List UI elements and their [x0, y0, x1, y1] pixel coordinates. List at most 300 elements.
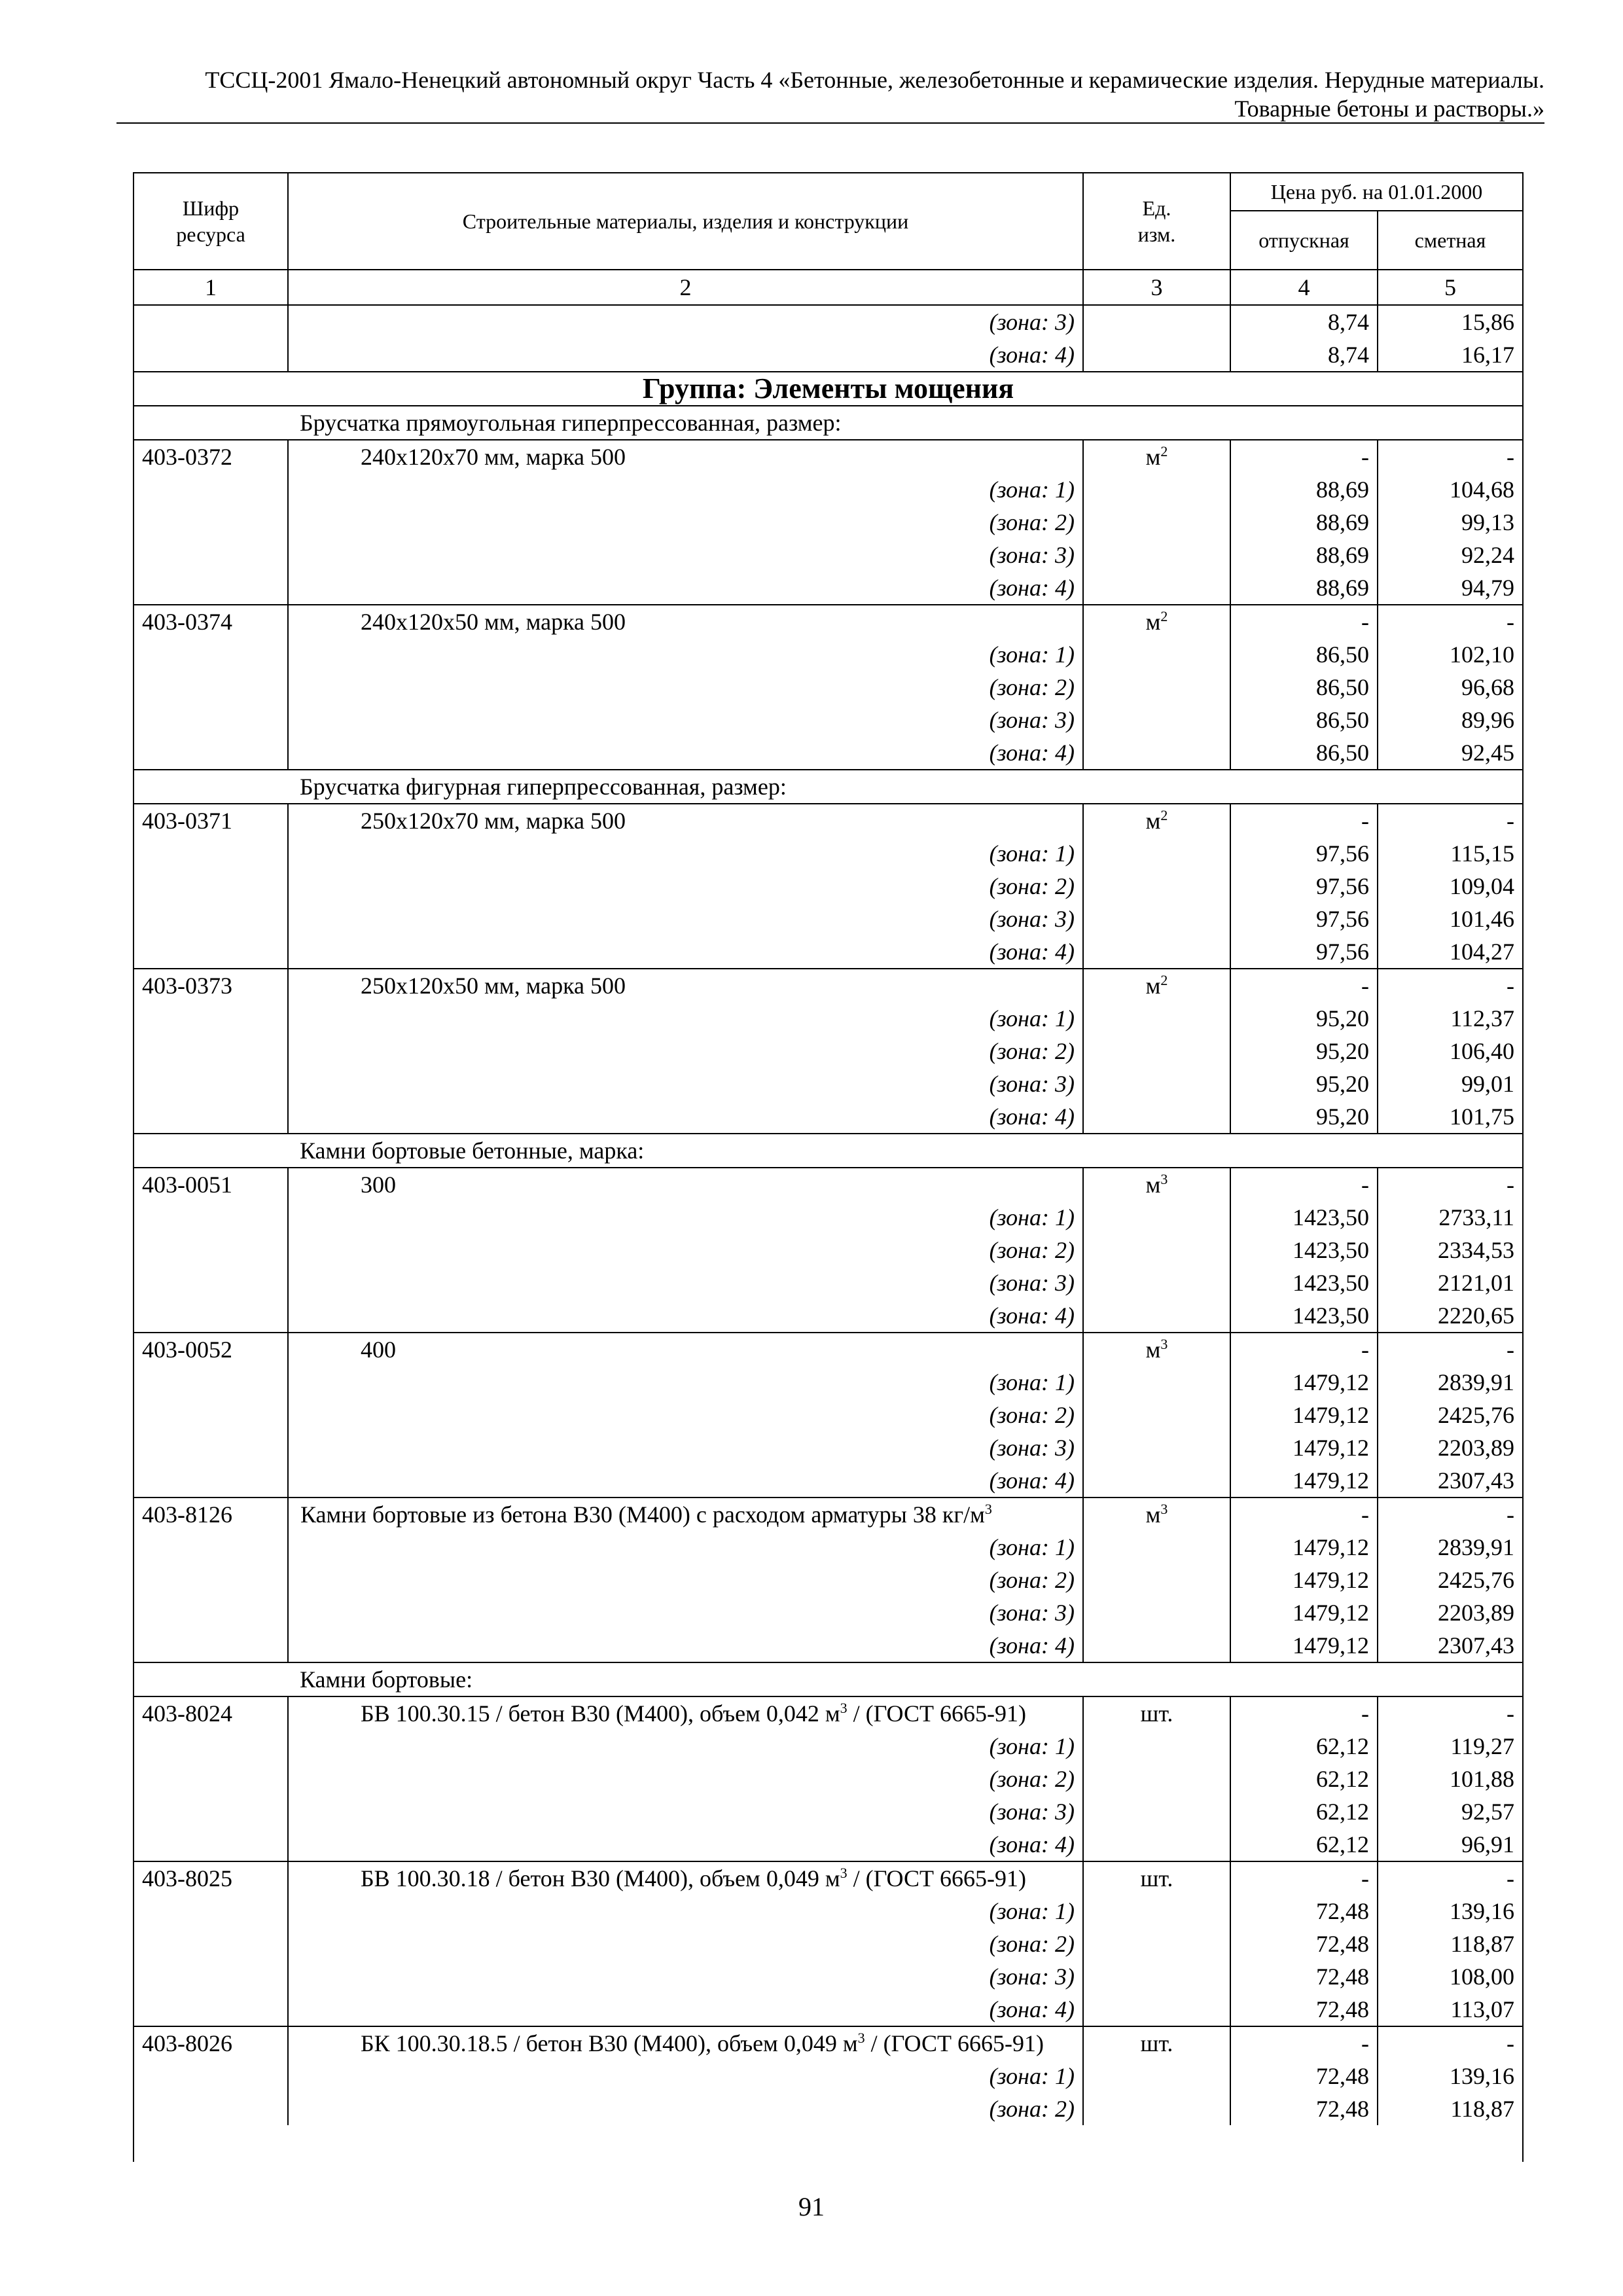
zone-label: (зона: 3)	[288, 1596, 1083, 1629]
col-unit-header-line2: изм.	[1137, 223, 1176, 246]
running-header	[118, 65, 1544, 123]
estimate-price: 96,91	[1461, 1831, 1514, 1857]
item-name-text: БВ 100.30.15 / бетон В30 (М400), объем 0,042 м	[361, 1700, 840, 1727]
item-name	[288, 440, 1083, 473]
item-row	[134, 804, 1522, 837]
unit-cell	[1083, 1629, 1230, 1662]
code-cell	[134, 1763, 288, 1795]
unit-text: шт.	[1140, 2030, 1173, 2056]
item-name-text: Камни бортовые из бетона В30 (М400) с расходом арматуры 38 кг/м	[300, 1501, 985, 1528]
release-price: -	[1230, 1861, 1378, 1895]
release-price: 1479,12	[1230, 1629, 1378, 1662]
estimate-price: 104,68	[1450, 476, 1514, 503]
section-title-row	[134, 406, 1522, 440]
unit-cell	[1083, 969, 1230, 1002]
unit-cell	[1083, 1861, 1230, 1895]
col-price-header: Цена руб. на 01.01.2000	[1230, 173, 1522, 211]
unit-cell	[1083, 1431, 1230, 1464]
item-row	[134, 1498, 1522, 1531]
code-cell	[134, 903, 288, 935]
zone-row	[134, 1399, 1522, 1431]
release-price: 88,69	[1230, 506, 1378, 539]
unit-cell	[1083, 1035, 1230, 1067]
item-name-text: БВ 100.30.18 / бетон В30 (М400), объем 0,049 м	[361, 1865, 840, 1892]
unit-sup: 2	[1160, 972, 1168, 988]
estimate-price: -	[1378, 804, 1522, 837]
item-name	[288, 1498, 1083, 1531]
code-cell	[134, 1629, 288, 1662]
unit-cell	[1083, 1002, 1230, 1035]
resource-code: 403-8026	[134, 2026, 288, 2060]
release-price: 86,50	[1230, 638, 1378, 671]
estimate-price: 2203,89	[1438, 1600, 1514, 1626]
zone-row	[134, 1299, 1522, 1333]
unit-cell	[1083, 1531, 1230, 1564]
unit-cell	[1083, 671, 1230, 704]
release-price: -	[1230, 804, 1378, 837]
zone-row	[134, 1234, 1522, 1266]
item-row	[134, 605, 1522, 638]
code-cell	[134, 1299, 288, 1333]
estimate-price: 89,96	[1461, 707, 1514, 733]
unit-text: м	[1145, 808, 1161, 834]
estimate-price: 2203,89	[1438, 1435, 1514, 1461]
release-price: -	[1230, 1168, 1378, 1201]
running-header-line1: ТССЦ-2001 Ямало-Ненецкий автономный округ Часть 4 «Бетонные, железобетонные и керамические изделия. Нерудные материалы.	[205, 67, 1544, 93]
release-price: 8,74	[1230, 305, 1378, 338]
zone-label: (зона: 1)	[288, 638, 1083, 671]
item-name-sup: 3	[984, 1501, 992, 1517]
zone-label: (зона: 3)	[288, 1067, 1083, 1100]
zone-row	[134, 338, 1522, 372]
unit-cell	[1083, 1696, 1230, 1730]
resource-code: 403-0051	[134, 1168, 288, 1201]
release-price: 1479,12	[1230, 1366, 1378, 1399]
code-cell	[134, 1828, 288, 1861]
zone-row	[134, 1035, 1522, 1067]
unit-text: м	[1145, 1501, 1161, 1528]
zone-label: (зона: 1)	[288, 837, 1083, 870]
section-spacer	[134, 770, 288, 804]
header-rule	[116, 122, 1544, 124]
unit-cell	[1083, 2092, 1230, 2125]
release-price: 72,48	[1230, 2092, 1378, 2125]
code-cell	[134, 837, 288, 870]
unit-cell	[1083, 1498, 1230, 1531]
unit-sup: 3	[1160, 1501, 1168, 1517]
section-title: Брусчатка прямоугольная гиперпрессованная, размер:	[288, 406, 1522, 440]
zone-label: (зона: 1)	[288, 1002, 1083, 1035]
unit-sup: 2	[1160, 807, 1168, 823]
release-price: 1479,12	[1230, 1464, 1378, 1498]
code-cell	[134, 1067, 288, 1100]
release-price: 97,56	[1230, 870, 1378, 903]
code-cell	[134, 1035, 288, 1067]
item-name	[288, 1333, 1083, 1366]
estimate-price: 15,86	[1461, 309, 1514, 335]
item-row	[134, 1333, 1522, 1366]
zone-label: (зона: 3)	[288, 1960, 1083, 1993]
release-price: 88,69	[1230, 539, 1378, 571]
col-number-1: 1	[134, 270, 288, 305]
unit-text: м	[1145, 973, 1161, 999]
unit-cell	[1083, 571, 1230, 605]
zone-label: (зона: 1)	[288, 1531, 1083, 1564]
col-unit-header-line1: Ед.	[1142, 196, 1171, 220]
zone-label: (зона: 1)	[288, 473, 1083, 506]
estimate-price: -	[1378, 1861, 1522, 1895]
estimate-price: 2839,91	[1438, 1534, 1514, 1560]
unit-sup: 2	[1160, 443, 1168, 459]
col-unit-header	[1083, 173, 1230, 270]
unit-cell	[1083, 804, 1230, 837]
release-price: 97,56	[1230, 903, 1378, 935]
zone-row	[134, 837, 1522, 870]
release-price: 88,69	[1230, 473, 1378, 506]
estimate-price: 99,01	[1461, 1071, 1514, 1097]
item-name-sup: 3	[840, 1700, 847, 1716]
item-name	[288, 1861, 1083, 1895]
estimate-price: 115,15	[1450, 840, 1514, 867]
estimate-price: 92,24	[1461, 542, 1514, 568]
zone-label: (зона: 1)	[288, 1366, 1083, 1399]
col-code-header	[134, 173, 288, 270]
zone-label: (зона: 2)	[288, 1763, 1083, 1795]
estimate-price: 104,27	[1450, 939, 1514, 965]
unit-cell	[1083, 338, 1230, 372]
code-cell	[134, 305, 288, 338]
resource-code: 403-0371	[134, 804, 288, 837]
unit-cell	[1083, 1464, 1230, 1498]
resource-code: 403-8126	[134, 1498, 288, 1531]
zone-row	[134, 671, 1522, 704]
item-name-sup: 3	[840, 1865, 847, 1881]
unit-cell	[1083, 1168, 1230, 1201]
unit-cell	[1083, 605, 1230, 638]
estimate-price: 112,37	[1450, 1005, 1514, 1031]
zone-row	[134, 305, 1522, 338]
release-price: 1479,12	[1230, 1399, 1378, 1431]
unit-cell	[1083, 1795, 1230, 1828]
unit-cell	[1083, 1201, 1230, 1234]
item-row	[134, 1168, 1522, 1201]
zone-label: (зона: 2)	[288, 1564, 1083, 1596]
unit-cell	[1083, 1564, 1230, 1596]
estimate-price: 139,16	[1450, 2063, 1514, 2089]
zone-row	[134, 2060, 1522, 2092]
release-price: 95,20	[1230, 1100, 1378, 1134]
unit-cell	[1083, 539, 1230, 571]
release-price: 86,50	[1230, 671, 1378, 704]
zone-row	[134, 736, 1522, 770]
zone-label: (зона: 4)	[288, 1629, 1083, 1662]
unit-cell	[1083, 1299, 1230, 1333]
price-table-frame	[133, 172, 1524, 2162]
release-price: 1479,12	[1230, 1431, 1378, 1464]
col-number-2: 2	[288, 270, 1083, 305]
zone-row	[134, 1730, 1522, 1763]
resource-code: 403-8025	[134, 1861, 288, 1895]
estimate-price: 118,87	[1450, 1931, 1514, 1957]
release-price: 88,69	[1230, 571, 1378, 605]
code-cell	[134, 539, 288, 571]
col-code-header-line2: ресурса	[176, 223, 245, 246]
release-price: 72,48	[1230, 2060, 1378, 2092]
item-name	[288, 1696, 1083, 1730]
release-price: 1423,50	[1230, 1201, 1378, 1234]
release-price: -	[1230, 969, 1378, 1002]
release-price: -	[1230, 440, 1378, 473]
zone-label: (зона: 4)	[288, 1464, 1083, 1498]
unit-cell	[1083, 1067, 1230, 1100]
estimate-price: 2334,53	[1438, 1237, 1514, 1263]
item-name	[288, 2026, 1083, 2060]
unit-sup: 2	[1160, 608, 1168, 624]
release-price: 62,12	[1230, 1795, 1378, 1828]
unit-cell	[1083, 1993, 1230, 2026]
code-cell	[134, 1266, 288, 1299]
estimate-price: 101,75	[1450, 1103, 1514, 1130]
group-row	[134, 372, 1522, 406]
estimate-price: 2307,43	[1438, 1632, 1514, 1659]
code-cell	[134, 506, 288, 539]
estimate-price: 139,16	[1450, 1898, 1514, 1924]
estimate-price: 118,87	[1450, 2096, 1514, 2122]
section-title: Брусчатка фигурная гиперпрессованная, размер:	[288, 770, 1522, 804]
unit-text: м	[1145, 1336, 1161, 1363]
zone-row	[134, 1960, 1522, 1993]
estimate-price: 101,46	[1450, 906, 1514, 932]
zone-label: (зона: 3)	[288, 1431, 1083, 1464]
section-spacer	[134, 1662, 288, 1696]
item-name-text: 250х120х50 мм, марка 500	[361, 973, 626, 999]
section-title-row	[134, 1134, 1522, 1168]
zone-label: (зона: 2)	[288, 2092, 1083, 2125]
item-name-tail: / (ГОСТ 6665-91)	[853, 1700, 1026, 1727]
code-cell	[134, 935, 288, 969]
zone-row	[134, 539, 1522, 571]
group-title: Группа: Элементы мощения	[134, 372, 1522, 406]
zone-label: (зона: 2)	[288, 1399, 1083, 1431]
release-price: 8,74	[1230, 338, 1378, 372]
item-name-tail: / (ГОСТ 6665-91)	[853, 1865, 1026, 1892]
zone-label: (зона: 3)	[288, 1795, 1083, 1828]
col-release-header: отпускная	[1230, 211, 1378, 270]
zone-row	[134, 638, 1522, 671]
code-cell	[134, 2092, 288, 2125]
zone-row	[134, 1629, 1522, 1662]
release-price: -	[1230, 1498, 1378, 1531]
zone-label: (зона: 1)	[288, 1895, 1083, 1928]
item-name	[288, 969, 1083, 1002]
code-cell	[134, 2060, 288, 2092]
estimate-price: -	[1378, 1498, 1522, 1531]
release-price: -	[1230, 1333, 1378, 1366]
zone-label: (зона: 1)	[288, 2060, 1083, 2092]
unit-cell	[1083, 935, 1230, 969]
unit-cell	[1083, 1895, 1230, 1928]
item-name-tail: / (ГОСТ 6665-91)	[870, 2030, 1044, 2056]
unit-cell	[1083, 1100, 1230, 1134]
estimate-price: 2425,76	[1438, 1402, 1514, 1428]
zone-label: (зона: 1)	[288, 1730, 1083, 1763]
unit-cell	[1083, 1266, 1230, 1299]
estimate-price: -	[1378, 969, 1522, 1002]
item-name-text: БК 100.30.18.5 / бетон В30 (М400), объем 0,049 м	[361, 2030, 858, 2056]
unit-cell	[1083, 870, 1230, 903]
code-cell	[134, 1564, 288, 1596]
item-row	[134, 1696, 1522, 1730]
release-price: 86,50	[1230, 736, 1378, 770]
estimate-price: -	[1378, 440, 1522, 473]
page-number: 91	[798, 2192, 825, 2221]
section-title-row	[134, 770, 1522, 804]
estimate-price: 108,00	[1450, 1964, 1514, 1990]
release-price: 62,12	[1230, 1763, 1378, 1795]
estimate-price: 102,10	[1450, 641, 1514, 668]
estimate-price: 113,07	[1450, 1996, 1514, 2022]
item-name-sup: 3	[857, 2030, 865, 2046]
release-price: 72,48	[1230, 1895, 1378, 1928]
estimate-price: -	[1378, 605, 1522, 638]
section-title-row	[134, 1662, 1522, 1696]
zone-row	[134, 1828, 1522, 1861]
zone-row	[134, 1067, 1522, 1100]
estimate-price: 92,57	[1461, 1799, 1514, 1825]
resource-code: 403-0373	[134, 969, 288, 1002]
code-cell	[134, 704, 288, 736]
unit-cell	[1083, 473, 1230, 506]
zone-row	[134, 1002, 1522, 1035]
section-spacer	[134, 406, 288, 440]
release-price: 86,50	[1230, 704, 1378, 736]
unit-cell	[1083, 2060, 1230, 2092]
item-name-text: 250х120х70 мм, марка 500	[361, 808, 626, 834]
section-title: Камни бортовые бетонные, марка:	[288, 1134, 1522, 1168]
zone-label: (зона: 2)	[288, 1035, 1083, 1067]
code-cell	[134, 1002, 288, 1035]
zone-row	[134, 1464, 1522, 1498]
code-cell	[134, 671, 288, 704]
estimate-price: 101,88	[1450, 1766, 1514, 1792]
code-cell	[134, 1895, 288, 1928]
unit-cell	[1083, 305, 1230, 338]
zone-label: (зона: 3)	[288, 704, 1083, 736]
unit-cell	[1083, 1596, 1230, 1629]
item-name	[288, 804, 1083, 837]
release-price: -	[1230, 2026, 1378, 2060]
item-row	[134, 969, 1522, 1002]
unit-cell	[1083, 1234, 1230, 1266]
estimate-price: 96,68	[1461, 674, 1514, 700]
code-cell	[134, 638, 288, 671]
unit-cell	[1083, 903, 1230, 935]
zone-row	[134, 1993, 1522, 2026]
code-cell	[134, 571, 288, 605]
code-cell	[134, 1464, 288, 1498]
zone-row	[134, 704, 1522, 736]
zone-label: (зона: 4)	[288, 1993, 1083, 2026]
release-price: 62,12	[1230, 1730, 1378, 1763]
code-cell	[134, 1795, 288, 1828]
code-cell	[134, 1201, 288, 1234]
estimate-price: 2733,11	[1438, 1204, 1514, 1230]
zone-label: (зона: 1)	[288, 1201, 1083, 1234]
zone-label: (зона: 3)	[288, 903, 1083, 935]
zone-label: (зона: 2)	[288, 1928, 1083, 1960]
item-name-text: 300	[361, 1172, 396, 1198]
zone-label: (зона: 4)	[288, 935, 1083, 969]
zone-row	[134, 2092, 1522, 2125]
zone-row	[134, 1763, 1522, 1795]
col-materials-header: Строительные материалы, изделия и конструкции	[288, 173, 1083, 270]
price-table	[134, 172, 1522, 2125]
unit-cell	[1083, 1828, 1230, 1861]
release-price: 97,56	[1230, 935, 1378, 969]
code-cell	[134, 1993, 288, 2026]
estimate-price: -	[1378, 1696, 1522, 1730]
release-price: 1479,12	[1230, 1596, 1378, 1629]
zone-row	[134, 1596, 1522, 1629]
unit-text: м	[1145, 1172, 1161, 1198]
item-name-text: 400	[361, 1336, 396, 1363]
item-row	[134, 2026, 1522, 2060]
resource-code: 403-8024	[134, 1696, 288, 1730]
unit-cell	[1083, 1960, 1230, 1993]
zone-label: (зона: 2)	[288, 506, 1083, 539]
running-header-line2: Товарные бетоны и растворы.»	[1234, 96, 1544, 122]
col-number-3: 3	[1083, 270, 1230, 305]
release-price: 1423,50	[1230, 1234, 1378, 1266]
release-price: 72,48	[1230, 1960, 1378, 1993]
item-row	[134, 1861, 1522, 1895]
unit-cell	[1083, 1399, 1230, 1431]
estimate-price: 2121,01	[1438, 1270, 1514, 1296]
estimate-price: 2839,91	[1438, 1369, 1514, 1395]
section-spacer	[134, 1134, 288, 1168]
code-cell	[134, 1234, 288, 1266]
estimate-price: 16,17	[1461, 342, 1514, 368]
estimate-price: 92,45	[1461, 740, 1514, 766]
zone-label: (зона: 3)	[288, 305, 1083, 338]
column-number-row	[134, 270, 1522, 305]
release-price: 1423,50	[1230, 1266, 1378, 1299]
estimate-price: 106,40	[1450, 1038, 1514, 1064]
unit-text: м	[1145, 609, 1161, 635]
estimate-price: 119,27	[1450, 1733, 1514, 1759]
code-cell	[134, 1531, 288, 1564]
zone-row	[134, 1266, 1522, 1299]
unit-sup: 3	[1160, 1336, 1168, 1352]
item-name	[288, 605, 1083, 638]
release-price: -	[1230, 1696, 1378, 1730]
release-price: 72,48	[1230, 1928, 1378, 1960]
estimate-price: 2425,76	[1438, 1567, 1514, 1593]
zone-label: (зона: 4)	[288, 1828, 1083, 1861]
zone-row	[134, 1928, 1522, 1960]
zone-label: (зона: 2)	[288, 1234, 1083, 1266]
zone-row	[134, 1795, 1522, 1828]
estimate-price: -	[1378, 1168, 1522, 1201]
zone-row	[134, 870, 1522, 903]
table-header-row	[134, 173, 1522, 211]
estimate-price: 109,04	[1450, 873, 1514, 899]
resource-code: 403-0374	[134, 605, 288, 638]
zone-row	[134, 1366, 1522, 1399]
zone-row	[134, 935, 1522, 969]
code-cell	[134, 1596, 288, 1629]
unit-text: м	[1145, 444, 1161, 470]
